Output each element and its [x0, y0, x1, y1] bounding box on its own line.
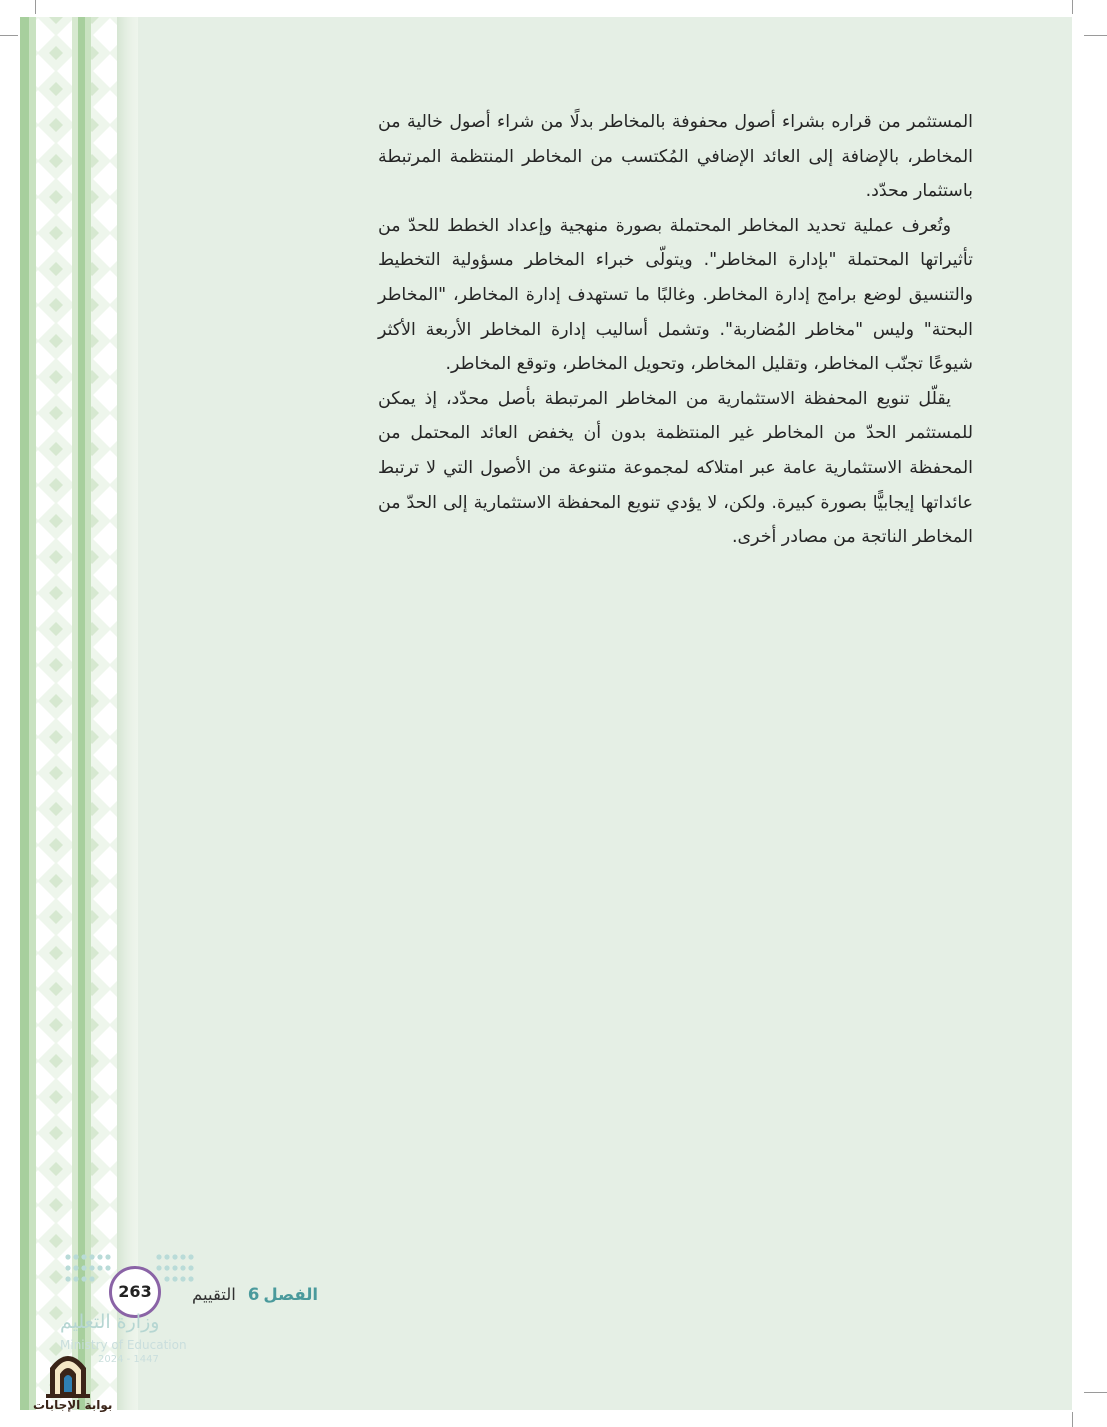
chapter-footer	[192, 1285, 318, 1304]
paragraph: يقلّل تنويع المحفظة الاستثمارية من المخاطر المرتبطة بأصل محدّد، إذ يمكن للمستثمر الحدّ من المخاطر غير المنتظمة بدون أن يخفض العائد المحتمل من المحفظة الاستثمارية عامة عبر امتلاكه لمجموعة متنوعة من الأصول التي لا ترتبط عائداتها إيجابيًّا بصورة كبيرة. ولكن، لا يؤدي تنويع المحفظة الاستثمارية إلى الحدّ من المخاطر الناتجة من مصادر أخرى.	[378, 388, 973, 548]
crop-mark	[1072, 0, 1073, 14]
mosque-gate-icon	[46, 1348, 90, 1398]
border-stripe	[78, 17, 85, 1410]
border-stripe	[72, 17, 78, 1410]
border-stripe	[85, 17, 91, 1410]
crop-mark	[1084, 35, 1107, 36]
diamond-column	[91, 17, 117, 1410]
chapter-label: الفصل	[263, 1285, 319, 1304]
diamond-column	[36, 17, 72, 1410]
site-name: بوابة الإجابات	[33, 1398, 113, 1412]
crop-mark	[1084, 1392, 1107, 1393]
ministry-year: 2024 - 1447	[98, 1354, 159, 1365]
paragraph: وتُعرف عملية تحديد المخاطر المحتملة بصورة منهجية وإعداد الخطط للحدّ من تأثيراتها المحتملة "بإدارة المخاطر". ويتولّى خبراء المخاطر مسؤولية التخطيط والتنسيق لوضع برامج إدارة المخاطر. وغالبًا ما تستهدف إدارة المخاطر، "المخاطر البحتة" وليس "مخاطر المُضاربة". وتشمل أساليب إدارة المخاطر الأربعة الأكثر شيوعًا تجنّب المخاطر، وتقليل المخاطر، وتحويل المخاطر، وتوقع المخاطر.	[378, 215, 973, 375]
book-page	[20, 17, 1072, 1410]
section-title: التقييم	[192, 1285, 236, 1304]
ministry-name-ar: وزارة التعليم	[60, 1311, 160, 1333]
chapter-number: 6	[247, 1285, 260, 1304]
body-text	[378, 105, 973, 555]
border-stripe	[20, 17, 29, 1410]
crop-mark	[1072, 1412, 1073, 1427]
border-shadow	[117, 17, 138, 1410]
paragraph: المستثمر من قراره بشراء أصول محفوفة بالمخاطر بدلًا من شراء أصول خالية من المخاطر، بالإضافة إلى العائد الإضافي المُكتسب من المخاطر المنتظمة المرتبطة باستثمار محدّد.	[378, 112, 973, 202]
border-stripe	[29, 17, 36, 1410]
crop-mark	[35, 0, 36, 14]
crop-mark	[0, 35, 18, 36]
border-pattern	[20, 17, 138, 1410]
decorative-border	[20, 17, 138, 1410]
page-number: 263	[109, 1266, 161, 1318]
ministry-name-en: Ministry of Education	[60, 1338, 187, 1352]
